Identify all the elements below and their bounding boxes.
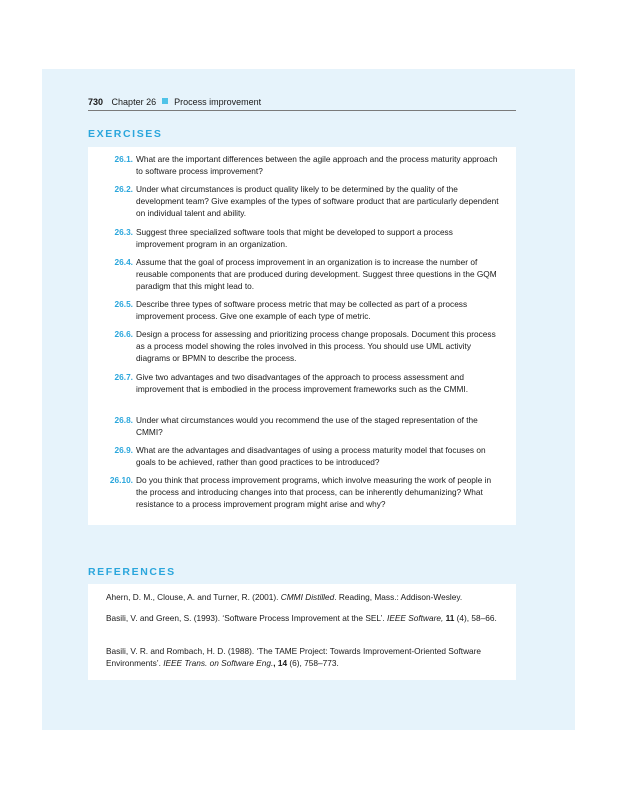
reference-item xyxy=(106,612,502,624)
exercise-text: Assume that the goal of process improvement in an organization is to increase the number of reusable components that are produced during development. Suggest three questions in the GQM paradigm that this might lead to. xyxy=(136,257,497,291)
reference-work: IEEE Trans. on Software Eng. xyxy=(163,658,274,668)
exercises-title: EXERCISES xyxy=(88,128,163,140)
reference-work: CMMI Distilled xyxy=(280,592,335,602)
exercise-text: Under what circumstances would you recommend the use of the staged representation of the CMMI? xyxy=(136,415,478,437)
exercise-text: What are the important differences between the agile approach and the process maturity approach to software process improvement? xyxy=(136,154,498,176)
exercise-number: 26.9. xyxy=(114,445,133,455)
exercise-number: 26.8. xyxy=(114,415,133,425)
exercise-number: 26.4. xyxy=(114,257,133,267)
exercise-text: Give two advantages and two disadvantages of the approach to process assessment and improvement that is embodied in the process improvement frameworks such as the CMMI. xyxy=(136,372,469,394)
exercise-text: Design a process for assessing and prioritizing process change proposals. Document this process as a process model showing the roles involved in this process. You should use UML activity diagrams or BPMN to describe the process. xyxy=(136,329,496,363)
exercise-number: 26.6. xyxy=(114,329,133,339)
exercise-number: 26.10. xyxy=(109,475,133,485)
references-title: REFERENCES xyxy=(88,566,176,578)
square-bullet-icon xyxy=(162,98,168,104)
exercise-number: 26.2. xyxy=(114,184,133,194)
reference-details: (6), 758–773. xyxy=(287,658,339,668)
reference-volume: , 14 xyxy=(273,658,288,668)
reference-item xyxy=(106,591,502,603)
exercise-number: 26.5. xyxy=(114,299,133,309)
exercise-number: 26.3. xyxy=(114,227,133,237)
reference-work: IEEE Software, xyxy=(387,613,444,623)
exercises-box xyxy=(88,147,516,525)
exercise-text: Under what circumstances is product quality likely to be determined by the quality of the development team? Give examples of the types of software product that are particularly dependent on individual talent and ability. xyxy=(136,184,499,218)
exercise-text: Do you think that process improvement programs, which involve measuring the work of people in the process and introducing changes into that process, can be inherently dehumanizing? What resistance to a process improvement program might arise and why? xyxy=(136,475,492,509)
exercise-text: What are the advantages and disadvantages of using a process maturity model that focuses on goals to be achieved, rather than good practices to be introduced? xyxy=(136,445,486,467)
references-box xyxy=(88,584,516,680)
running-header xyxy=(88,96,516,111)
reference-volume: 11 xyxy=(443,613,455,623)
reference-details: (4), 58–66. xyxy=(454,613,497,623)
reference-authors: Basili, V. and Green, S. (1993). ‘Software Process Improvement at the SEL’. xyxy=(106,613,388,623)
chapter-label: Chapter 26 xyxy=(111,97,157,107)
exercise-number: 26.7. xyxy=(114,372,133,382)
reference-item xyxy=(106,645,502,669)
section-label: Process improvement xyxy=(174,97,262,107)
reference-authors: Basili, V. R. and Rombach, H. D. (1988). ‘The TAME Project: Towards Improvement-Oriented Software Environments’. xyxy=(106,646,482,668)
reference-authors: Ahern, D. M., Clouse, A. and Turner, R. (2001). xyxy=(106,592,281,602)
reference-details: . Reading, Mass.: Addison-Wesley. xyxy=(334,592,463,602)
exercise-text: Describe three types of software process metric that may be collected as part of a process improvement process. Give one example of each type of metric. xyxy=(136,299,468,321)
exercise-number: 26.1. xyxy=(114,154,133,164)
page-number: 730 xyxy=(88,97,104,107)
exercise-text: Suggest three specialized software tools that might be developed to support a process improvement program in an organization. xyxy=(136,227,453,249)
